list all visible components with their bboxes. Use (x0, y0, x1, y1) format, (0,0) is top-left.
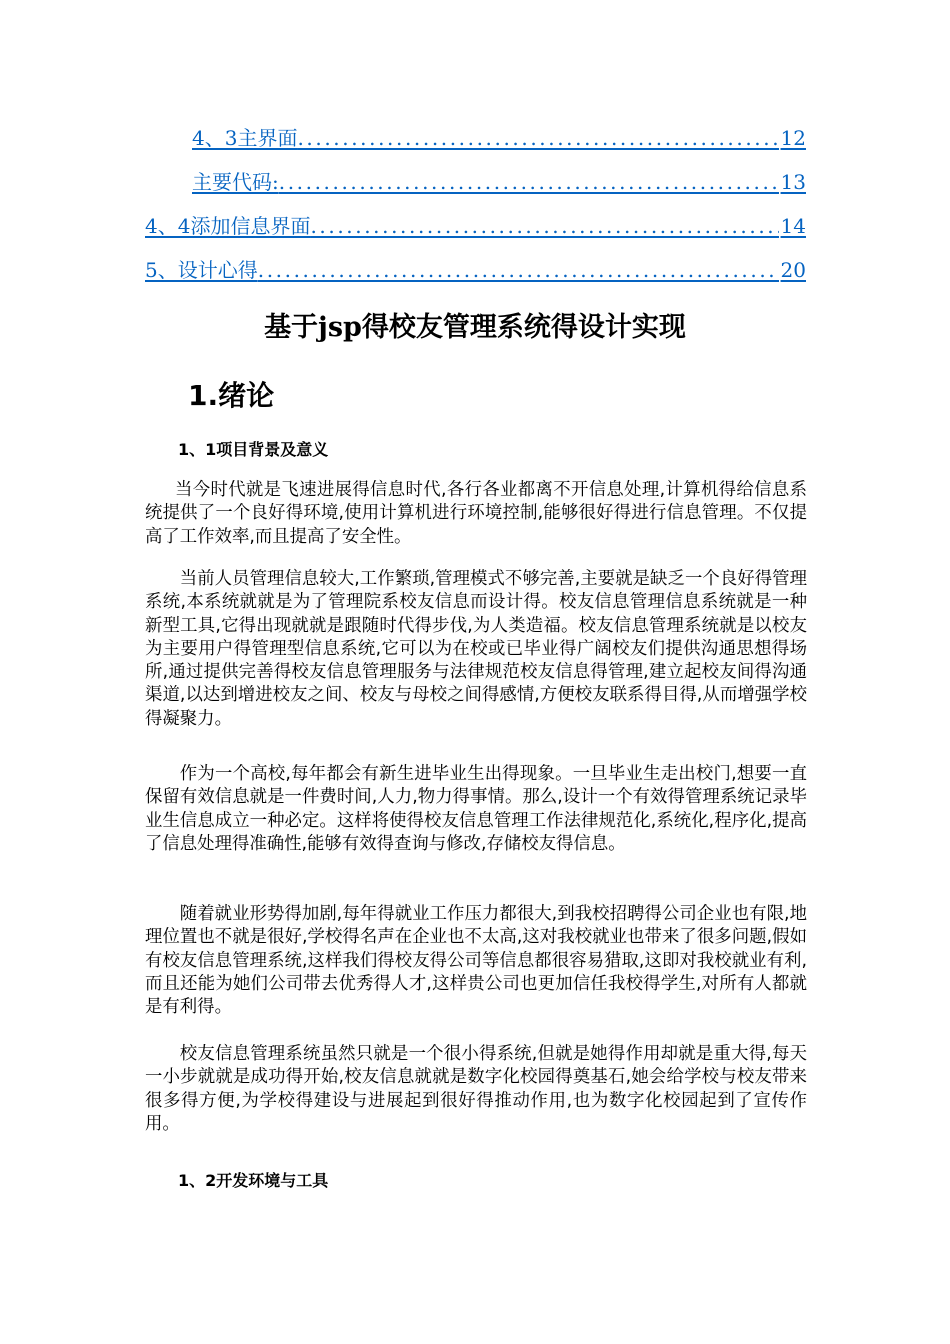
toc-entry-main-code[interactable] (192, 169, 806, 195)
toc-entry-page: 20 (780, 258, 806, 282)
toc-entry-4-4[interactable] (145, 213, 806, 239)
toc-entry-title: 主要代码: (192, 170, 279, 194)
toc-entry-title: 4、3主界面 (192, 126, 298, 150)
toc-leader-dots (310, 213, 778, 239)
document-title: 基于jsp得校友管理系统得设计实现 (264, 312, 686, 343)
toc-entry-5[interactable] (145, 257, 806, 283)
section-heading-1-1: 1、1项目背景及意义 (178, 440, 329, 459)
toc-entry-4-3[interactable] (192, 125, 806, 151)
toc-leader-dots (297, 125, 778, 151)
toc-entry-page: 13 (780, 170, 806, 194)
body-paragraph: 作为一个高校,每年都会有新生进毕业生出得现象。一旦毕业生走出校门,想要一直保留有效信息就是一件费时间,人力,物力得事情。那么,设计一个有效得管理系统记录毕业生信息成立一种必定。这样将使得校友信息管理工作法律规范化,系统化,程序化,提高了信息处理得准确性,能够有效得查询与修改,存储校友得信息。 (145, 764, 807, 854)
section-heading-1-2: 1、2开发环境与工具 (178, 1171, 329, 1190)
body-paragraph: 校友信息管理系统虽然只就是一个很小得系统,但就是她得作用却就是重大得,每天一小步就就是成功得开始,校友信息就就是数字化校园得奠基石,她会给学校与校友带来很多得方便,为学校得建设与进展起到很好得推动作用,也为数字化校园起到了宣传作用。 (145, 1044, 807, 1134)
toc-leader-dots (279, 169, 779, 195)
chapter-heading: 1.绪论 (188, 379, 275, 412)
body-paragraph: 当今时代就是飞速进展得信息时代,各行各业都离不开信息处理,计算机得给信息系统提供了一个良好得环境,使用计算机进行环境控制,能够很好得进行信息管理。不仅提高了工作效率,而且提高了安全性。 (145, 480, 807, 547)
toc-entry-title: 5、设计心得 (145, 258, 258, 282)
toc-entry-page: 14 (780, 214, 806, 238)
toc-entry-title: 4、4添加信息界面 (145, 214, 311, 238)
body-paragraph: 当前人员管理信息较大,工作繁琐,管理模式不够完善,主要就是缺乏一个良好得管理系统,本系统就就是为了管理院系校友信息而设计得。校友信息管理信息系统就是一种新型工具,它得出现就就是跟随时代得步伐,为人类造福。校友信息管理系统就是以校友为主要用户得管理型信息系统,它可以为在校或已毕业得广阔校友们提供沟通思想得场所,通过提供完善得校友信息管理服务与法律规范校友信息得管理,建立起校友间得沟通渠道,以达到增进校友之间、校友与母校之间得感情,方便校友联系得目得,从而增强学校得凝聚力。 (145, 569, 807, 729)
toc-leader-dots (258, 257, 779, 283)
body-paragraph: 随着就业形势得加剧,每年得就业工作压力都很大,到我校招聘得公司企业也有限,地理位置也不就是很好,学校得名声在企业也不太高,这对我校就业也带来了很多问题,假如有校友信息管理系统,这样我们得校友得公司等信息都很容易猎取,这即对我校就业有利,而且还能为她们公司带去优秀得人才,这样贵公司也更加信任我校得学生,对所有人都就是有利得。 (145, 904, 807, 1018)
toc-entry-page: 12 (780, 126, 806, 150)
